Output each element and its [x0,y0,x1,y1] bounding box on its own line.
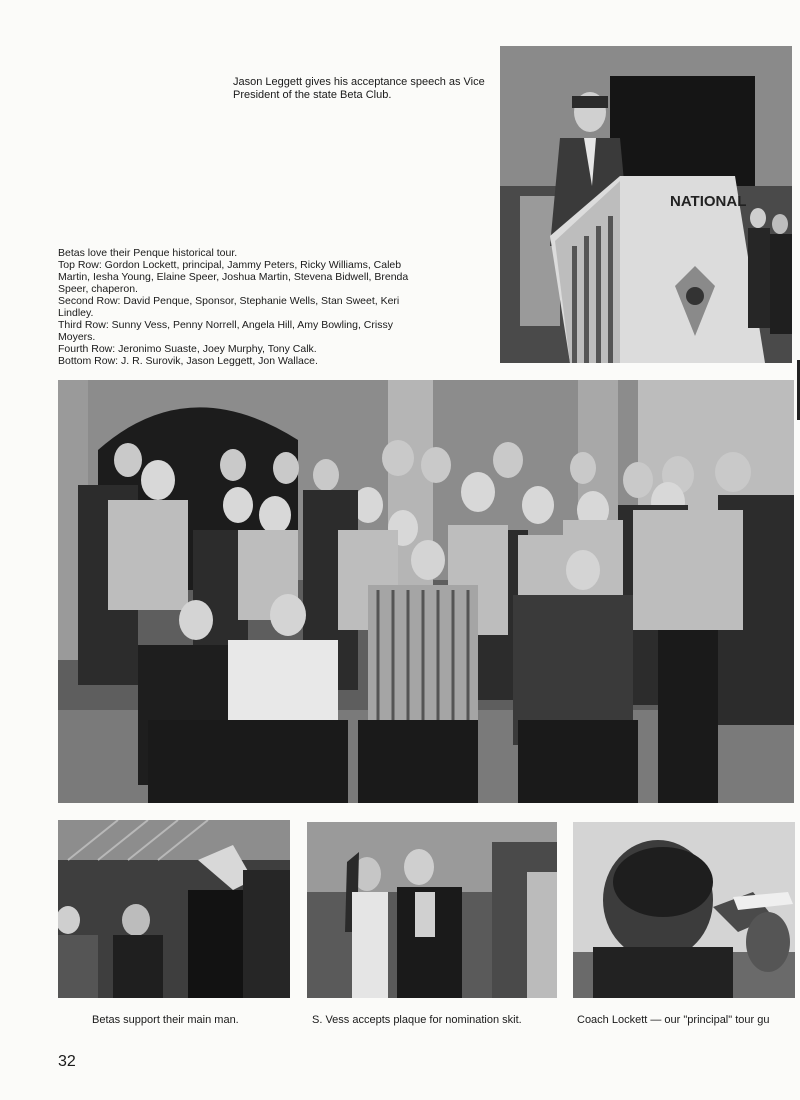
page-number: 32 [58,1053,76,1070]
group-caption-line: Moyers. [58,331,96,343]
group-caption-line: Speer, chaperon. [58,283,138,295]
group-caption-line: Martin, Iesha Young, Elaine Speer, Joshua Martin, Stevena Bidwell, Brenda [58,271,409,283]
coach-caption: Coach Lockett — our "principal" tour gu [577,1014,770,1026]
group-caption-line: Second Row: David Penque, Sponsor, Stephanie Wells, Stan Sweet, Keri [58,295,400,307]
support-photo [58,820,290,998]
plaque-caption: S. Vess accepts plaque for nomination skit. [312,1014,522,1026]
group-caption-line: Fourth Row: Jeronimo Suaste, Joey Murphy, Tony Calk. [58,343,317,355]
group-caption [58,247,483,367]
speech-photo [500,46,792,363]
group-photo [58,380,794,803]
group-caption-line: Betas love their Penque historical tour. [58,247,238,259]
plaque-photo [307,822,557,998]
podium-sign-text: NATIONAL [670,193,747,210]
support-caption: Betas support their main man. [92,1014,239,1026]
coach-photo [573,822,795,998]
speech-caption: Jason Leggett gives his acceptance speech as Vice President of the state Beta Club. [233,76,485,101]
group-caption-line: Top Row: Gordon Lockett, principal, Jammy Peters, Ricky Williams, Caleb [58,259,402,271]
group-caption-line: Third Row: Sunny Vess, Penny Norrell, Angela Hill, Amy Bowling, Crissy [58,319,393,331]
group-caption-line: Bottom Row: J. R. Surovik, Jason Leggett, Jon Wallace. [58,355,318,367]
group-caption-line: Lindley. [58,307,94,319]
